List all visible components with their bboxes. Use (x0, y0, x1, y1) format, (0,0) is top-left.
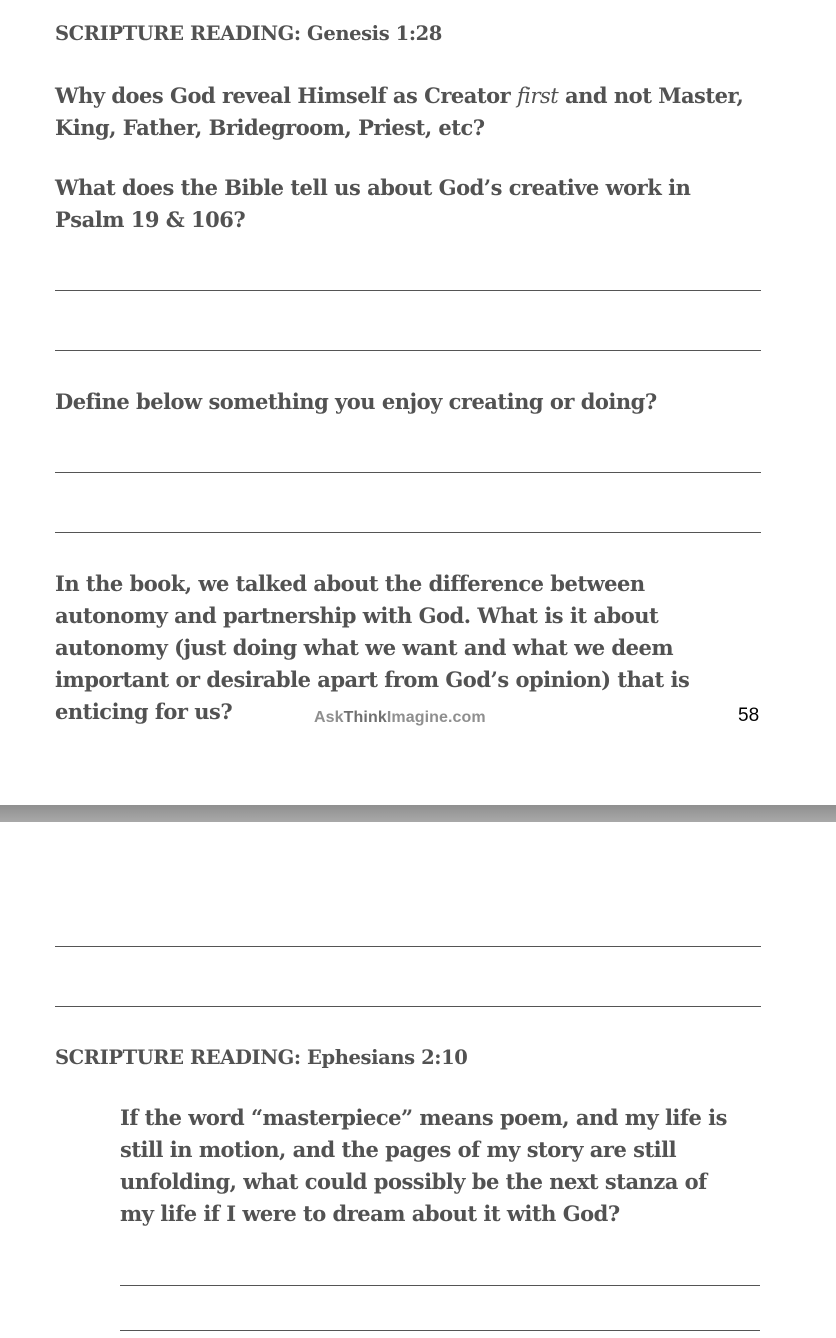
question-text-emphasis: first (516, 84, 559, 108)
answer-line (55, 290, 761, 291)
answer-line (120, 1330, 760, 1331)
footer-website-part-imagine: Imagine.com (386, 709, 486, 726)
question-text-start: Why does God reveal Himself as Creator (55, 83, 517, 108)
footer-website-part-ask: Ask (314, 709, 344, 726)
footer-website-part-think: Think (343, 709, 387, 726)
page-number: 58 (738, 705, 760, 726)
footer-website (314, 709, 486, 727)
question-psalm-creative-work: What does the Bible tell us about God’s creative work in Psalm 19 & 106? (55, 175, 691, 232)
scripture-heading-ephesians: SCRIPTURE READING: Ephesians 2:10 (55, 1046, 468, 1069)
question-creator-first (55, 80, 755, 144)
answer-line (55, 1006, 761, 1007)
question-masterpiece: If the word “masterpiece” means poem, and my life is still in motion, and the pages of my story are still unfolding, what could possibly be the next stanza of my life if I were to dream about it with God? (120, 1105, 727, 1226)
answer-line (120, 1285, 760, 1286)
question-autonomy: In the book, we talked about the difference between autonomy and partnership with God. What is it about autonomy (just doing what we want and what we deem important or desirable apart from God’s opinion) that is enticing for us? (55, 571, 690, 724)
page-divider (0, 805, 836, 822)
answer-line (55, 946, 761, 947)
answer-line (55, 532, 761, 533)
answer-line (55, 350, 761, 351)
question-enjoy-creating: Define below something you enjoy creating or doing? (55, 389, 657, 414)
scripture-heading-genesis: SCRIPTURE READING: Genesis 1:28 (55, 22, 442, 45)
document-page-59 (0, 822, 836, 1338)
answer-line (55, 472, 761, 473)
question-text-end: and not Master, King, Father, Bridegroom, Priest, etc? (55, 83, 744, 140)
